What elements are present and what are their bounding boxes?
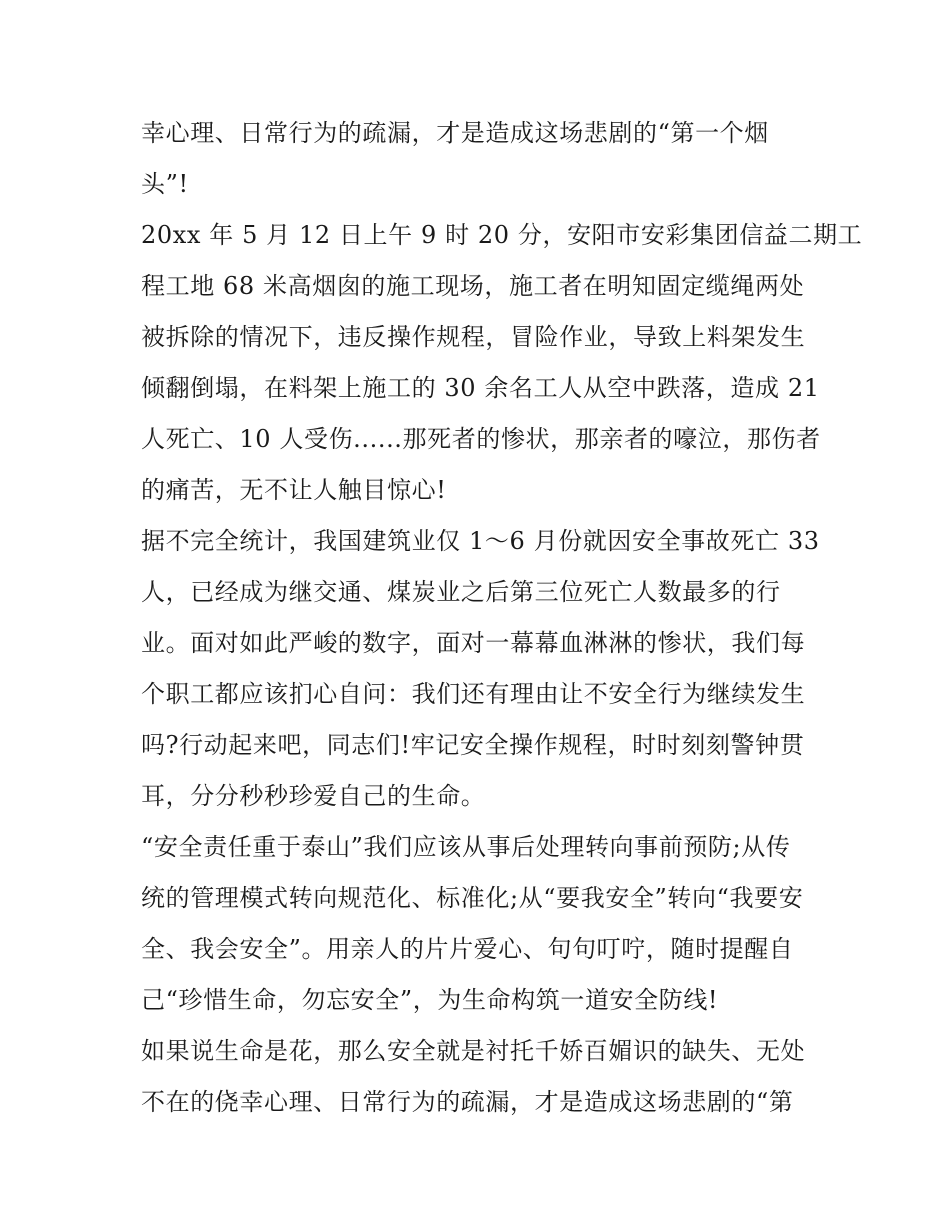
text-line: 统的管理模式转向规范化、标准化;从“要我安全”转向“我要安 bbox=[141, 884, 804, 912]
text-line: 个职工都应该扪心自问：我们还有理由让不安全行为继续发生 bbox=[141, 680, 806, 708]
text-line: 不在的侥幸心理、日常行为的疏漏，才是造成这场悲剧的“第 bbox=[141, 1088, 794, 1116]
text-line: 如果说生命是花，那么安全就是衬托千娇百媚识的缺失、无处 bbox=[141, 1037, 806, 1065]
text-line: 的痛苦，无不让人触目惊心! bbox=[141, 476, 447, 504]
text-line: 头”! bbox=[141, 170, 189, 198]
text-line: 己“珍惜生命，勿忘安全”，为生命构筑一道安全防线! bbox=[141, 986, 719, 1014]
text-line: 程工地 68 米高烟囱的施工现场，施工者在明知固定缆绳两处 bbox=[141, 272, 805, 300]
text-line: 幸心理、日常行为的疏漏，才是造成这场悲剧的“第一个烟 bbox=[141, 119, 769, 147]
text-line: 吗?行动起来吧，同志们!牢记安全操作规程，时时刻刻警钟贯 bbox=[141, 731, 805, 759]
text-line: 全、我会安全”。用亲人的片片爱心、句句叮咛，随时提醒自 bbox=[141, 935, 794, 963]
text-line: “安全责任重于泰山”我们应该从事后处理转向事前预防;从传 bbox=[141, 833, 791, 861]
text-line: 业。面对如此严峻的数字，面对一幕幕血淋淋的惨状，我们每 bbox=[141, 629, 806, 657]
text-line: 人死亡、10 人受伤......那死者的惨状，那亲者的嚎泣，那伤者 bbox=[141, 425, 821, 453]
body-text bbox=[141, 108, 863, 1128]
text-line: 倾翻倒塌，在料架上施工的 30 余名工人从空中跌落，造成 21 bbox=[141, 374, 820, 402]
text-line: 耳，分分秒秒珍爱自己的生命。 bbox=[141, 782, 486, 810]
text-line: 人，已经成为继交通、煤炭业之后第三位死亡人数最多的行 bbox=[141, 578, 781, 606]
text-line: 被拆除的情况下，违反操作规程，冒险作业，导致上料架发生 bbox=[141, 323, 806, 351]
text-line: 20xx 年 5 月 12 日上午 9 时 20 分，安阳市安彩集团信益二期工 bbox=[141, 221, 863, 249]
text-line: 据不完全统计，我国建筑业仅 1～6 月份就因安全事故死亡 33 bbox=[141, 527, 820, 555]
